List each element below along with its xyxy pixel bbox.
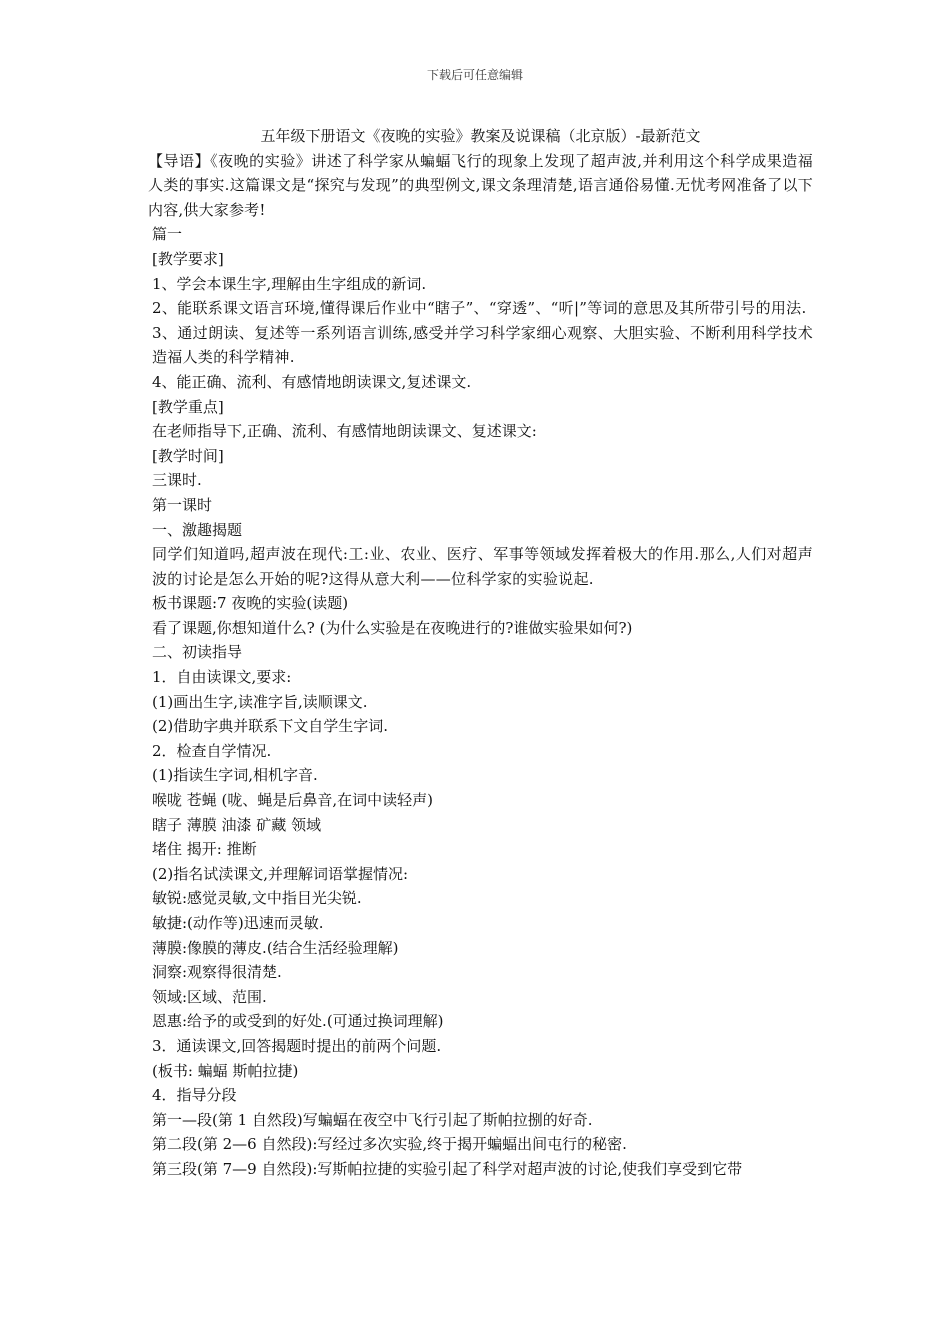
text-line: 喉咙 苍蝇 (咙、蝇是后鼻音,在词中读轻声) [152,791,434,810]
text-line: 第一—段(第 1 自然段)写蝙蝠在夜空中飞行引起了斯帕拉捌的好奇. [152,1110,593,1129]
text-line: 敏捷:(动作等)迅速而灵敏. [152,914,324,932]
document-title: 五年级下册语文《夜晚的实验》教案及说课稿（北京版）-最新范文 [260,127,701,145]
text-line: 敏锐:感觉灵敏,文中指目光尖锐. [152,889,362,908]
section-heading: [教学重点] [152,397,224,416]
text-line: 4、能正确、流利、有感情地朗读课文,复述课文. [152,372,472,391]
text-paragraph: 3、通过朗读、复述等一系列语言训练,感受并学习科学家细心观察、大胆实验、不断利用科学技术造福人类的科学精神. [152,323,813,367]
text-line: 第二段(第 2—6 自然段):写经过多次实验,终于揭开蝙蝠出间屯行的秘密. [152,1135,627,1154]
text-line: 第三段(第 7—9 自然段):写斯帕拉捷的实验引起了科学对超声波的讨论,使我们享受到它带 [152,1159,743,1178]
text-line: (1)指读生字词,相机字音. [152,766,318,785]
text-line: (板书: 蝙蝠 斯帕拉捷) [152,1061,299,1080]
text-paragraph: 同学们知道吗,超声波在现代:工:业、农业、医疗、军事等领域发挥着极大的作用.那么,人们对超声波的讨论是怎么开始的呢?这得从意大利——位科学家的实验说起. [152,545,813,588]
text-line: 领域:区域、范围. [152,987,267,1006]
section-label: 第一课时 [152,495,213,514]
document-body [148,124,813,1182]
section-heading: [教学要求] [152,249,224,268]
section-heading: 一、激趣揭题 [152,520,243,539]
text-line: 看了课题,你想知道什么? (为什么实验是在夜晚进行的?谁做实验果如何?) [152,618,633,637]
section-heading: 二、初读指导 [152,643,243,662]
section-heading: [教学时间] [152,446,224,465]
text-line: (1)画出生字,读准字旨,读顺课文. [152,692,368,711]
intro-paragraph: 【导语】《夜晚的实验》讲述了科学家从蝙蝠飞行的现象上发现了超声波,并利用这个科学成果造福人类的事实.这篇课文是“探究与发现”的典型例文,课文条理清楚,语言通俗易懂.无忧考网准备了以下内容,供大家参考! [148,151,813,219]
page-header-note: 下载后可任意编辑 [426,68,523,82]
text-line: 洞察:观察得很清楚. [152,963,282,982]
text-line: 三课时. [152,471,202,490]
text-line: 4．指导分段 [152,1086,237,1105]
text-line: 1．自由读课文,要求: [152,668,292,687]
text-line: 薄膜:像膜的薄皮.(结合生活经验理解) [152,938,399,957]
text-line: 瞎子 薄膜 油漆 矿藏 领域 [152,815,322,834]
text-line: 3．通读课文,回答揭题时提出的前两个问题. [152,1036,442,1055]
text-line: (2)借助字典并联系下文自学生字词. [152,717,389,736]
text-paragraph: 2、能联系课文语言环境,懂得课后作业中“瞎子”、“穿透”、“听|”等词的意思及其所带引号的用法. [152,299,807,318]
text-line: 2．检查自学情况. [152,741,272,760]
text-line: 堵住 揭开: 推断 [152,840,257,859]
text-line: 1、学会本课生字,理解由生字组成的新词. [152,274,427,293]
text-line: 在老师指导下,正确、流利、有感情地朗读课文、复述课文: [152,422,537,441]
text-line: (2)指名试渎课文,并理解词语掌握情况: [152,864,409,883]
text-line: 恩惠:给予的或受到的好处.(可通过换词理解) [152,1012,444,1031]
section-label: 篇一 [152,225,183,244]
text-line: 板书课题:7 夜晚的实验(读题) [152,594,349,613]
